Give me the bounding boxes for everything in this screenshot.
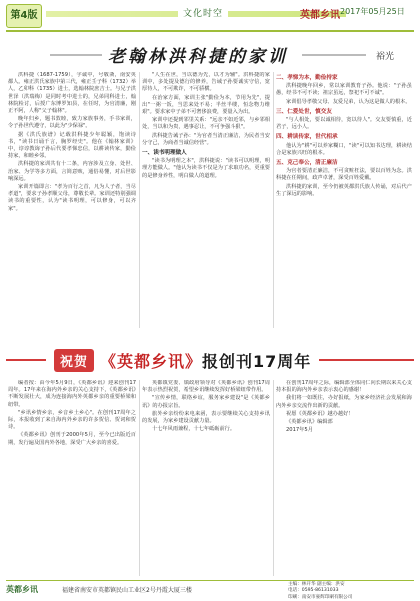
paragraph: 十七年风雨兼程，十七年砥砺前行。 <box>152 426 236 433</box>
title-decoration-right <box>302 54 366 56</box>
paragraph: 《英都乡讯》创刊于2000年5月，至今已出版近百期，发行遍及国内外各地，深受广大乡亲的喜爱。 <box>8 432 136 446</box>
lower-column-3 <box>276 380 412 576</box>
paragraph: 我们将一如既往，办好报纸，为家乡经济社会发展和海内外乡亲交流作出新的贡献。 <box>276 395 412 409</box>
lower-column-2 <box>142 380 270 576</box>
section-subhead: 二、孝悌为本，勤俭持家 <box>276 75 338 81</box>
header-rule <box>6 30 414 32</box>
footer-info-line: 印刷：南安市豪辉印刷有限公司 <box>288 594 353 600</box>
paragraph: "乡讯乡情乡亲，乡音乡土乡心"。在创刊17周年之际，本报收到了来自海内外乡亲的许多贺信、贺词和贺诗。 <box>8 409 136 431</box>
paragraph: "人生在世，当以德为先，以才为辅"。洪科捷的家训中，多处提及德行的修养，告诫子孙要诚实守信，宽厚待人，不可欺诈，不可骄横。 <box>142 72 270 93</box>
banner-title-highlight: 《英都乡讯》 <box>100 351 203 371</box>
paragraph: 编者按：由今年5月9日，《英都乡讯》迎来创刊17周年。17年来在海内外乡亲的关心支持下，《英都乡讯》不断发展壮大，成为连接海内外英都乡亲的重要桥梁和纽带。 <box>8 380 136 408</box>
paragraph: 洪科捷晚年回乡，常以家训教育子孙。他说："子孙虽愚，经书不可不读；祖宗虽远，祭祀不可不诚"。 <box>276 83 412 97</box>
banner-title <box>100 349 311 372</box>
paragraph: 家训中还提到邻里关系："远亲不如近邻，与乡邻相处，当以和为贵，遇事忍让，不可争强斗狠"。 <box>142 117 270 131</box>
paragraph: 洪科捷告诫子孙："为官者当清正廉洁，为民者当安分守己，为商者当诚信经营"。 <box>142 132 270 146</box>
paragraph: 家训倡导孝敬父母、友爱兄弟，认为这是做人的根本。 <box>286 98 411 105</box>
footer-info <box>288 582 352 601</box>
paragraph: 洪科捷的家训共有十二条，内容涉及立身、处世、治家、为学等多方面，言简意赅，通俗易懂，对后世影响深远。 <box>8 161 136 182</box>
paragraph: 他认为"耕"可以养家糊口，"读"可以知书达理，耕读结合是家族兴旺的根本。 <box>276 142 412 156</box>
footer-info-line: 电话：0595-86131033 <box>288 588 339 594</box>
footer-info-line: 主编：林开华 副主编：洪安 <box>288 582 345 587</box>
paragraph: 晚年归乡，题书敦睦，致力家族事务，手书家训，令子孙世代遵守，以此为"少保禄"。 <box>8 116 136 130</box>
article-title: 老翰林洪科捷的家训 <box>108 47 288 67</box>
section-subhead: 四、耕读传家，世代相承 <box>276 134 338 141</box>
column-divider <box>273 72 274 328</box>
congrats-badge: 祝贺 <box>54 349 94 372</box>
paragraph: 《英都乡讯》编辑部 <box>286 419 333 426</box>
paragraph: 据《洪氏族谱》记载洪科捷少年聪颖，饱读诗书，"读书日诵千言，胸罗经史"。他在《翰林家训》中，谆谆教诲子孙后代要孝悌忠信，以耕读传家，勤俭持家，和睦乡邻。 <box>8 131 136 160</box>
section-subhead: 五、克己奉公，清正廉洁 <box>276 160 338 167</box>
article-column-2 <box>142 72 270 328</box>
section-subhead: 一、读书明理做人 <box>142 150 187 157</box>
paragraph: 洪科捷（1687-1759），字诚中，号敬斋，南安英都人。雍正洪氏家族中第三代，雍正壬子科（1732）举人，乙卯科（1735）进士，选翰林院庶吉士。与兄子洪世泽（洪瑞梅）是同时考中进士的，兄弟同科进士，翰林院检讨，后授广东博罗知县，在任时，为官清廉，刚正不阿，人称"父子翰林"。 <box>8 72 136 115</box>
footer-address: 福建省南安市英都镇民山工业区2号丹霞大厦三楼 <box>62 587 192 594</box>
paper-name: 英都乡讯 <box>300 10 340 21</box>
section-subhead: 三、仁爱处世，慎交友 <box>276 108 332 115</box>
paragraph: "与人相处，要以诚相待，宽以待人"。交友要慎重，近君子，远小人。 <box>276 117 412 131</box>
page-header <box>0 0 420 36</box>
paragraph: "读书为明理之本"，洪科捷说："读书可以明理，明理方能做人。"他认为读书不仅是为了求取功名，更重要的是修身养性，明白做人的道理。 <box>142 158 270 179</box>
article-column-3 <box>276 72 412 342</box>
section-name: 文化时空 <box>178 6 228 19</box>
column-divider <box>139 72 140 328</box>
lower-column-1 <box>8 380 136 576</box>
paragraph: 旅外乡亲纷纷来电来函，表示要继续关心支持乡讯的发展，为家乡建设贡献力量。 <box>142 410 270 425</box>
paragraph: "宣传乡情，联络乡谊，服务家乡建设"是《英都乡讯》的办报宗旨。 <box>142 395 270 409</box>
banner-title-rest: 报创刊17周年 <box>202 351 312 371</box>
footer-label: 英都乡讯 <box>6 585 38 594</box>
anniversary-banner <box>6 343 414 377</box>
column-divider <box>273 380 274 576</box>
issue-date: 2017年05月25日 <box>340 7 405 16</box>
article-column-1 <box>8 72 136 328</box>
paragraph: 家训开篇即言："孝为百行之首，凡为人子者，当尽孝道"，要求子孙孝顺父母，尊敬长辈。家训还特别强调读书的重要性，认为"读书明理，可以修身，可以齐家"。 <box>8 184 136 212</box>
page-number-tab: 第4版 <box>6 4 42 28</box>
paragraph: 英都镇党委、镇政府领导对《英都乡讯》创刊17周年表示热烈祝贺，希望乡讯继续发挥好桥梁纽带作用。 <box>142 380 270 394</box>
article-title-row <box>6 36 414 70</box>
paragraph: 祝愿《英都乡讯》越办越好！ <box>286 410 354 417</box>
title-decoration-left <box>50 54 102 56</box>
paragraph: 2017年5月 <box>286 427 313 434</box>
paragraph: 在创刊17周年之际，编辑部全体同仁向长期以来关心支持本报的海内外乡亲表示衷心的感谢！ <box>276 380 412 394</box>
page-footer <box>6 580 414 598</box>
paragraph: 洪科捷的家训，至今仍被英都洪氏族人传诵，对后代产生了深远的影响。 <box>276 183 412 197</box>
banner-content <box>46 345 319 375</box>
paragraph: 为官者要清正廉洁，不可贪赃枉法，要以百姓为念。洪科捷在任期间，政声卓著，深受百姓爱戴。 <box>276 168 412 182</box>
paragraph: 在治家方面，家训主张"勤俭为本，节用为先"，提出"一粥一饭，当思来处不易；半丝半缕，恒念物力维艰"。要求家中子弟不可奢侈浪费，要量入为出。 <box>142 94 270 116</box>
article-author: 裕光 <box>376 52 395 62</box>
column-divider <box>139 380 140 576</box>
